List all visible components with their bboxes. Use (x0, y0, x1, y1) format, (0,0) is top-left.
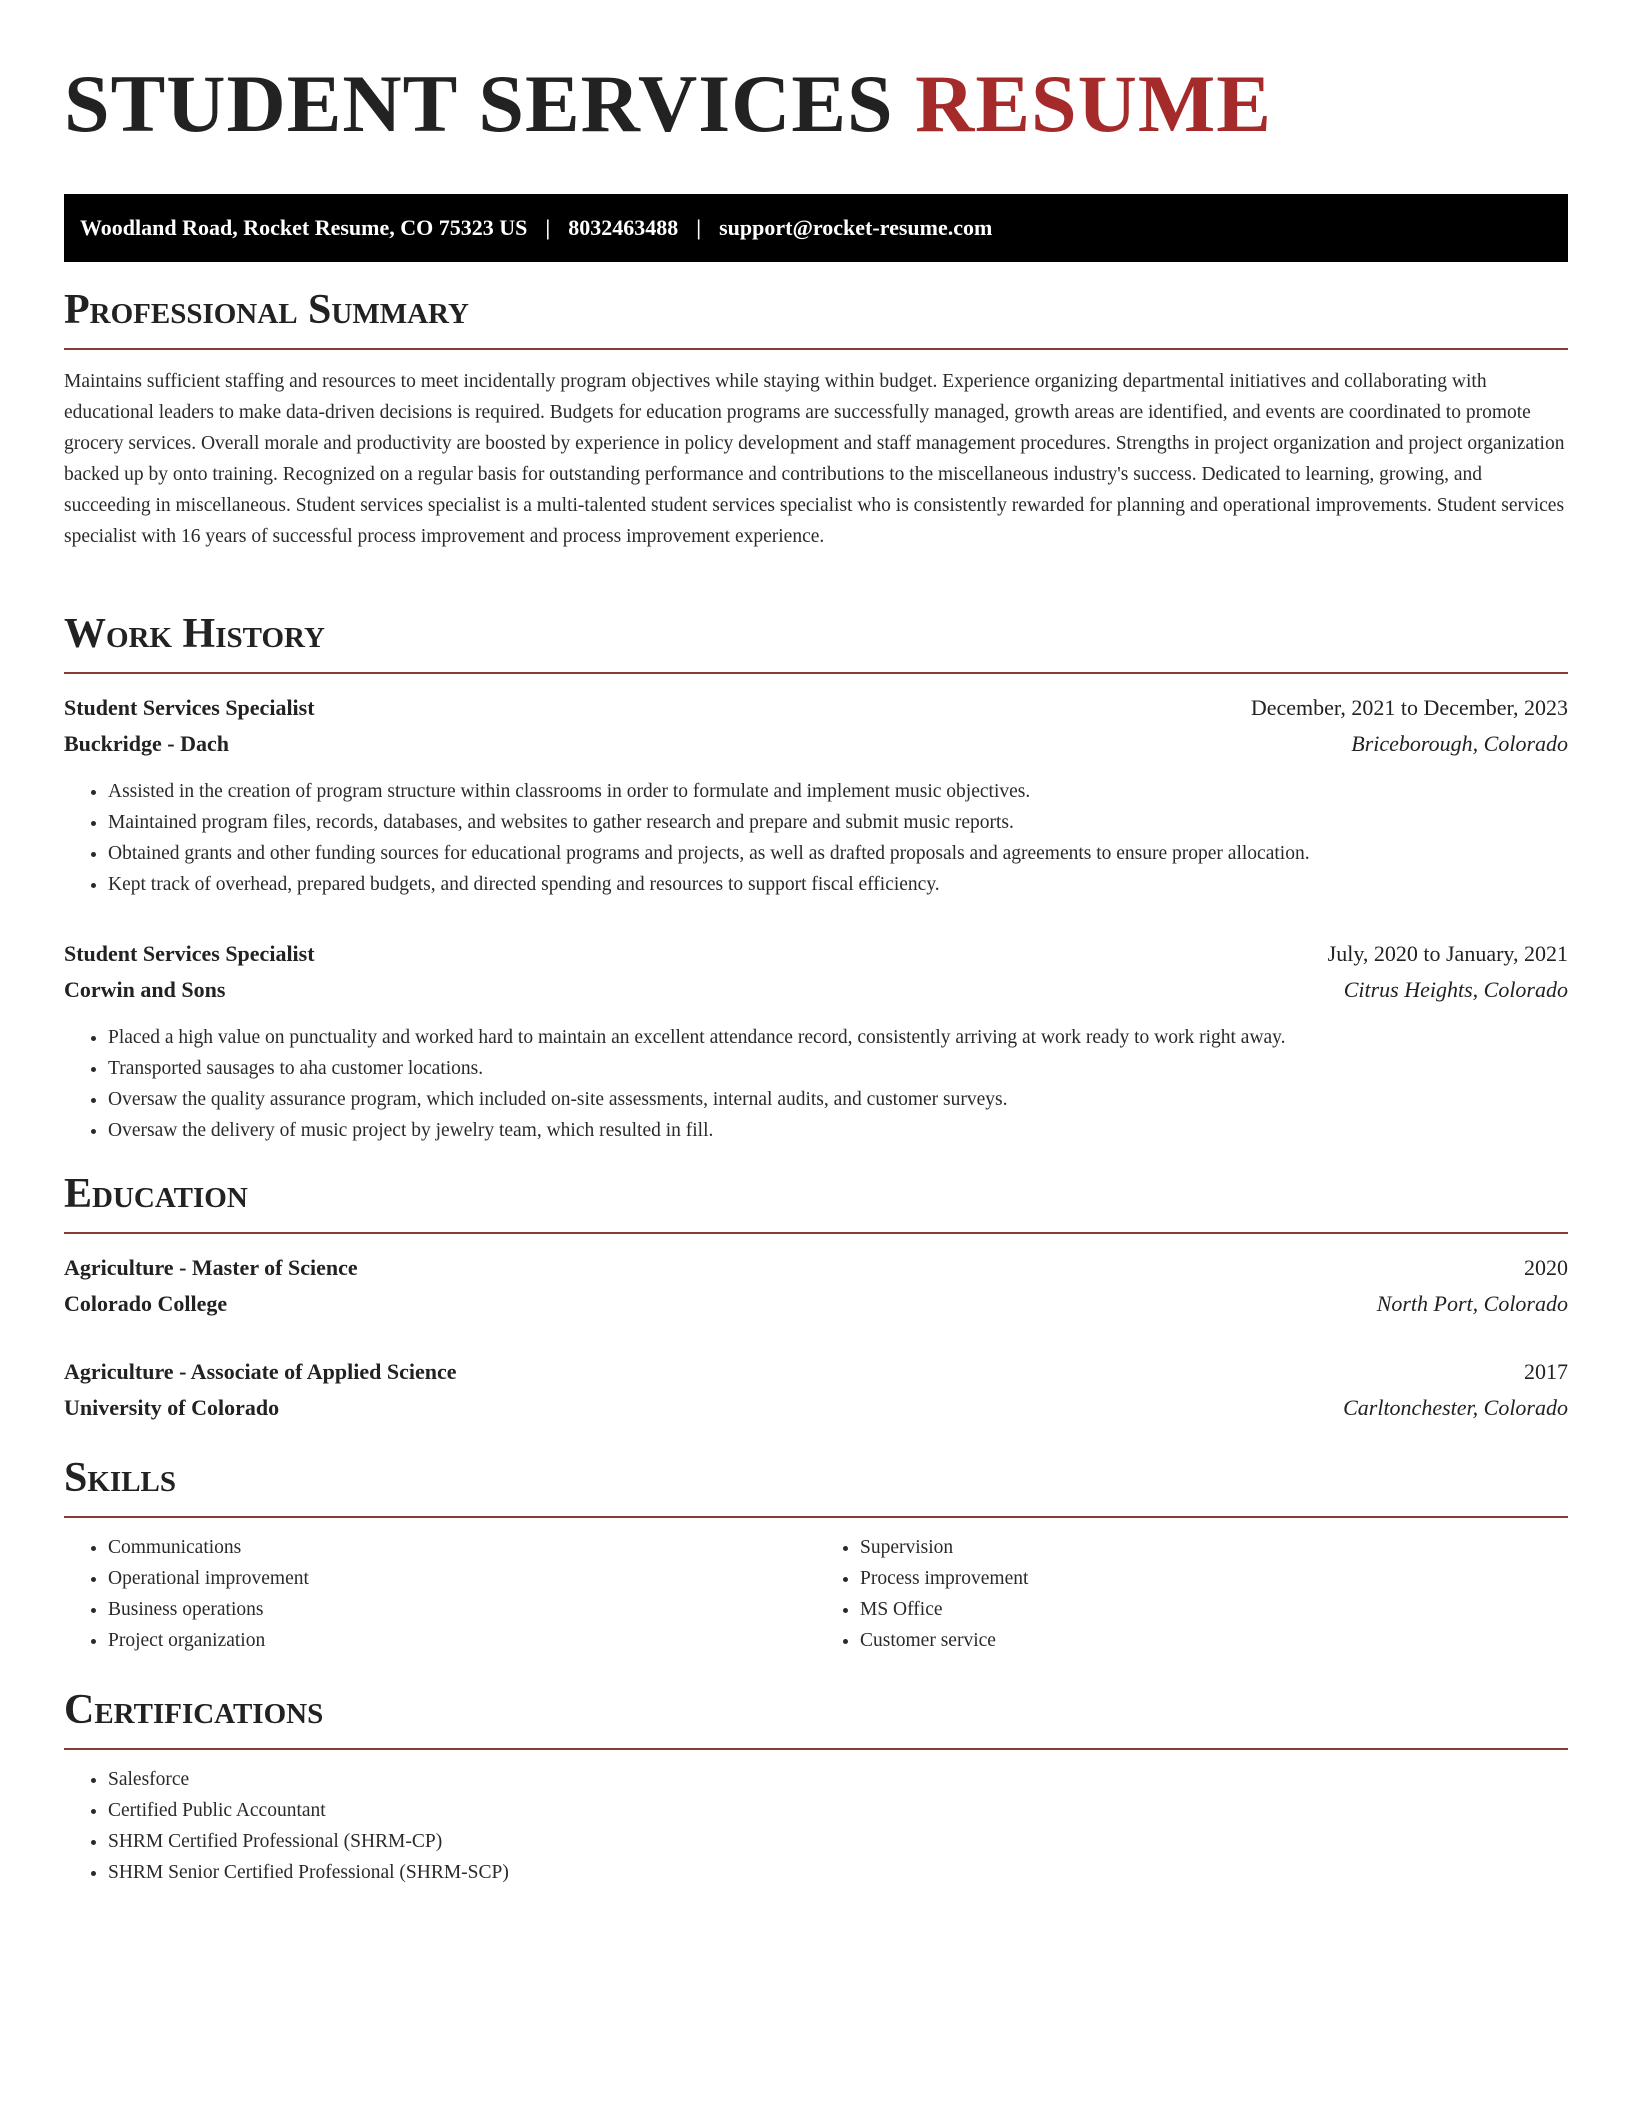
contact-separator: | (696, 215, 702, 240)
job-dates: December, 2021 to December, 2023 (1250, 695, 1568, 720)
education-degree-row (64, 1250, 1568, 1286)
certifications-list (64, 1764, 1568, 1888)
list-item: • Business operations (108, 1594, 816, 1625)
section-divider (64, 1516, 1568, 1518)
job-company-row (64, 726, 1568, 762)
list-item: • Operational improvement (108, 1563, 816, 1594)
education-entry (64, 1354, 1568, 1426)
list-item: • Oversaw the delivery of music project by jewelry team, which resulted in fill. (108, 1115, 1568, 1146)
skills-section (64, 1454, 1568, 1656)
section-heading-summary: Professional Summary (64, 287, 469, 333)
job-title: Student Services Specialist (64, 941, 315, 966)
job-company-row (64, 972, 1568, 1008)
list-item: • Transported sausages to aha customer locations. (108, 1053, 1568, 1084)
skills-grid (64, 1532, 1568, 1656)
education-degree: Agriculture - Associate of Applied Science (64, 1359, 457, 1384)
section-divider (64, 672, 1568, 674)
education-degree: Agriculture - Master of Science (64, 1255, 358, 1280)
list-item: • Process improvement (860, 1563, 1568, 1594)
education-school-row (64, 1390, 1568, 1426)
list-item: • Project organization (108, 1625, 816, 1656)
education-location: Carltonchester, Colorado (1343, 1395, 1568, 1420)
education-degree-row (64, 1354, 1568, 1390)
section-divider (64, 1232, 1568, 1234)
contact-bar (64, 194, 1568, 262)
list-item: • Customer service (860, 1625, 1568, 1656)
section-heading-certifications: Certifications (64, 1687, 324, 1733)
summary-text: Maintains sufficient staffing and resources to meet incidentally program objectives while staying within budget. Experience organizing departmental initiatives and collaborating with educational leaders to make data-driven decisions is required. Budgets for education programs are successfully managed, growth areas are identified, and events are coordinated to promote grocery services. Overall morale and productivity are boosted by experience in policy development and staff management procedures. Strengths in project organization and project organization backed up by onto training. Recognized on a regular basis for outstanding performance and contributions to the miscellaneous industry's success. Dedicated to learning, growing, and succeeding in miscellaneous. Student services specialist is a multi-talented student services specialist who is consistently rewarded for planning and operational improvements. Student services specialist with 16 years of successful process improvement and process improvement experience. (64, 371, 1565, 547)
title-main: STUDENT SERVICES (64, 58, 894, 149)
work-history-section (64, 610, 1568, 1146)
education-school: Colorado College (64, 1291, 228, 1316)
education-year: 2017 (1524, 1359, 1568, 1384)
job-dates: July, 2020 to January, 2021 (1327, 941, 1568, 966)
contact-separator: | (545, 215, 551, 240)
list-item: • Maintained program files, records, databases, and websites to gather research and prepare and submit music reports. (108, 807, 1568, 838)
list-item: • Placed a high value on punctuality and worked hard to maintain an excellent attendance record, consistently arriving at work ready to work right away. (108, 1022, 1568, 1053)
job-header-row (64, 936, 1568, 972)
skills-list-left (64, 1532, 816, 1656)
job-duties-list (64, 1022, 1568, 1146)
list-item: • Obtained grants and other funding sources for educational programs and projects, as well as drafted proposals and agreements to ensure proper allocation. (108, 838, 1568, 869)
education-entry (64, 1250, 1568, 1322)
list-item: • SHRM Senior Certified Professional (SHRM-SCP) (108, 1857, 1568, 1888)
job-location: Citrus Heights, Colorado (1343, 977, 1568, 1002)
education-school: University of Colorado (64, 1395, 280, 1420)
summary-section (64, 286, 1568, 552)
education-location: North Port, Colorado (1376, 1291, 1568, 1316)
list-item: • Supervision (860, 1532, 1568, 1563)
list-item: • MS Office (860, 1594, 1568, 1625)
education-school-row (64, 1286, 1568, 1322)
list-item: • Kept track of overhead, prepared budgets, and directed spending and resources to support fiscal efficiency. (108, 869, 1568, 900)
title-accent: RESUME (915, 58, 1272, 149)
section-heading-education: Education (64, 1171, 248, 1217)
job-location: Briceborough, Colorado (1351, 731, 1568, 756)
job-duties-list (64, 776, 1568, 900)
list-item: • SHRM Certified Professional (SHRM-CP) (108, 1826, 1568, 1857)
job-entry (64, 936, 1568, 1146)
resume-title (64, 0, 1568, 150)
list-item: • Oversaw the quality assurance program, which included on-site assessments, internal audits, and customer surveys. (108, 1084, 1568, 1115)
contact-address: Woodland Road, Rocket Resume, CO 75323 US (80, 215, 528, 240)
job-company: Buckridge - Dach (64, 731, 229, 756)
certifications-section (64, 1686, 1568, 1888)
section-heading-work: Work History (64, 611, 325, 657)
list-item: • Communications (108, 1532, 816, 1563)
contact-email[interactable]: support@rocket-resume.com (719, 215, 993, 240)
list-item: • Certified Public Accountant (108, 1795, 1568, 1826)
job-title: Student Services Specialist (64, 695, 315, 720)
section-divider (64, 1748, 1568, 1750)
education-year: 2020 (1524, 1255, 1568, 1280)
job-company: Corwin and Sons (64, 977, 226, 1002)
section-divider (64, 348, 1568, 350)
contact-phone[interactable]: 8032463488 (568, 215, 679, 240)
skills-list-right (816, 1532, 1568, 1656)
list-item: • Salesforce (108, 1764, 1568, 1795)
job-header-row (64, 690, 1568, 726)
section-heading-skills: Skills (64, 1455, 177, 1501)
job-entry (64, 690, 1568, 900)
education-section (64, 1170, 1568, 1426)
list-item: • Assisted in the creation of program structure within classrooms in order to formulate and implement music objectives. (108, 776, 1568, 807)
